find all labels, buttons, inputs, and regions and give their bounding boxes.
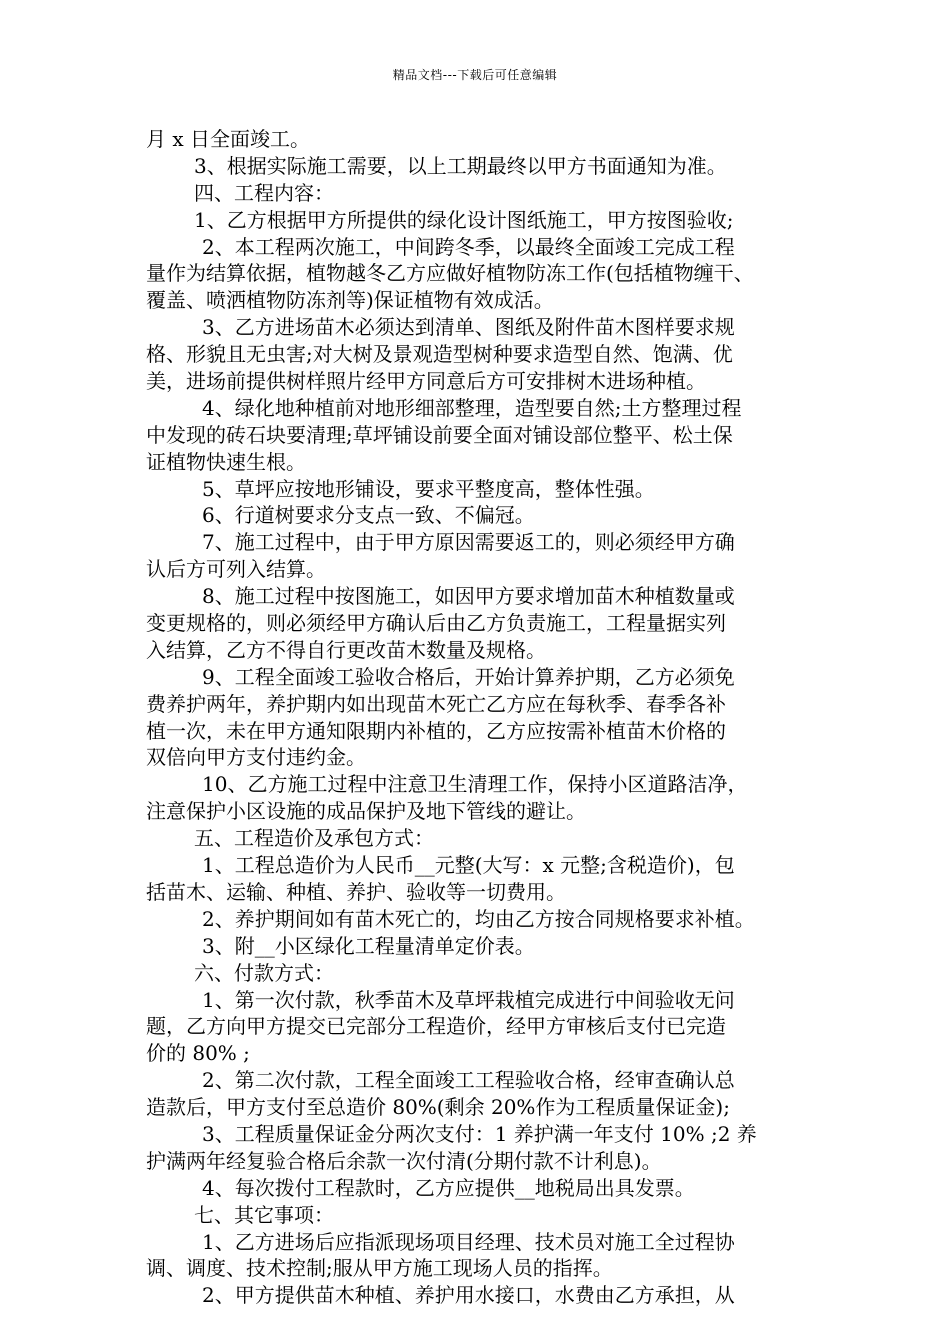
- text-line: 价的 80% ;: [146, 1041, 250, 1066]
- document-body: [146, 126, 806, 1309]
- text-line: 2、甲方提供苗木种植、养护用水接口，水费由乙方承担，从: [202, 1283, 735, 1308]
- text-line: 4、绿化地种植前对地形细部整理，造型要自然;土方整理过程: [202, 395, 742, 420]
- text-line: 调、调度、技术控制;服从甲方施工现场人员的指挥。: [146, 1256, 613, 1281]
- text-line: 证植物快速生根。: [146, 449, 306, 474]
- text-line: 量作为结算依据，植物越冬乙方应做好植物防冻工作(包括植物缠干、: [146, 261, 754, 286]
- text-line: 造款后，甲方支付至总造价 80%(剩余 20%作为工程质量保证金);: [146, 1095, 730, 1120]
- text-line: 3、工程质量保证金分两次支付：1 养护满一年支付 10% ;2 养: [202, 1121, 757, 1146]
- text-line: 10、乙方施工过程中注意卫生清理工作，保持小区道路洁净，: [202, 772, 748, 797]
- text-line: 月 x 日全面竣工。: [146, 127, 310, 151]
- text-line: 2、养护期间如有苗木死亡的，均由乙方按合同规格要求补植。: [202, 906, 755, 931]
- text-line: 括苗木、运输、种植、养护、验收等一切费用。: [146, 879, 566, 904]
- page-header: 精品文档---下载后可任意编辑: [392, 68, 558, 82]
- text-line: 7、施工过程中，由于甲方原因需要返工的，则必须经甲方确: [202, 530, 735, 555]
- section-heading: 五、工程造价及承包方式：: [194, 826, 434, 851]
- section-heading: 六、付款方式：: [194, 960, 334, 985]
- text-line: 植一次，未在甲方通知限期内补植的，乙方应按需补植苗木价格的: [146, 718, 726, 743]
- text-line: 4、每次拨付工程款时，乙方应提供__地税局出具发票。: [202, 1175, 695, 1200]
- text-line: 5、草坪应按地形铺设，要求平整度高，整体性强。: [202, 476, 655, 501]
- text-line: 费养护两年，养护期内如出现苗木死亡乙方应在每秋季、春季各补: [146, 691, 726, 716]
- text-line: 注意保护小区设施的成品保护及地下管线的避让。: [146, 799, 586, 824]
- text-line: 题，乙方向甲方提交已完部分工程造价，经甲方审核后支付已完造: [146, 1014, 726, 1039]
- text-line: 护满两年经复验合格后余款一次付清(分期付款不计利息)。: [146, 1148, 662, 1173]
- section-heading: 四、工程内容：: [194, 180, 334, 205]
- text-line: 2、本工程两次施工，中间跨冬季，以最终全面竣工完成工程: [202, 234, 735, 259]
- text-line: 1、乙方进场后应指派现场项目经理、技术员对施工全过程协: [202, 1229, 735, 1254]
- text-line: 中发现的砖石块要清理;草坪铺设前要全面对铺设部位整平、松土保: [146, 422, 733, 447]
- text-line: 覆盖、喷洒植物防冻剂等)保证植物有效成活。: [146, 288, 554, 313]
- text-line: 入结算，乙方不得自行更改苗木数量及规格。: [146, 637, 546, 662]
- text-line: 1、工程总造价为人民币__元整(大写：x 元整;含税造价)，包: [202, 853, 735, 878]
- text-line: 9、工程全面竣工验收合格后，开始计算养护期，乙方必须免: [202, 664, 735, 689]
- text-line: 1、第一次付款，秋季苗木及草坪栽植完成进行中间验收无问: [202, 987, 735, 1012]
- text-line: 6、行道树要求分支点一致、不偏冠。: [202, 503, 535, 528]
- text-line: 3、根据实际施工需要，以上工期最终以甲方书面通知为准。: [194, 153, 727, 178]
- text-line: 格、形貌且无虫害;对大树及景观造型树种要求造型自然、饱满、优: [146, 342, 733, 367]
- text-line: 8、施工过程中按图施工，如因甲方要求增加苗木种植数量或: [202, 584, 735, 609]
- text-line: 1、乙方根据甲方所提供的绿化设计图纸施工，甲方按图验收;: [194, 207, 734, 232]
- text-line: 2、第二次付款，工程全面竣工工程验收合格，经审查确认总: [202, 1068, 735, 1093]
- text-line: 3、乙方进场苗木必须达到清单、图纸及附件苗木图样要求规: [202, 315, 735, 340]
- text-line: 认后方可列入结算。: [146, 557, 326, 582]
- text-line: 变更规格的，则必须经甲方确认后由乙方负责施工，工程量据实列: [146, 611, 726, 636]
- text-line: 3、附__小区绿化工程量清单定价表。: [202, 933, 535, 958]
- text-line: 美，进场前提供树样照片经甲方同意后方可安排树木进场种植。: [146, 369, 706, 394]
- text-line: 双倍向甲方支付违约金。: [146, 745, 366, 770]
- section-heading: 七、其它事项：: [194, 1202, 334, 1227]
